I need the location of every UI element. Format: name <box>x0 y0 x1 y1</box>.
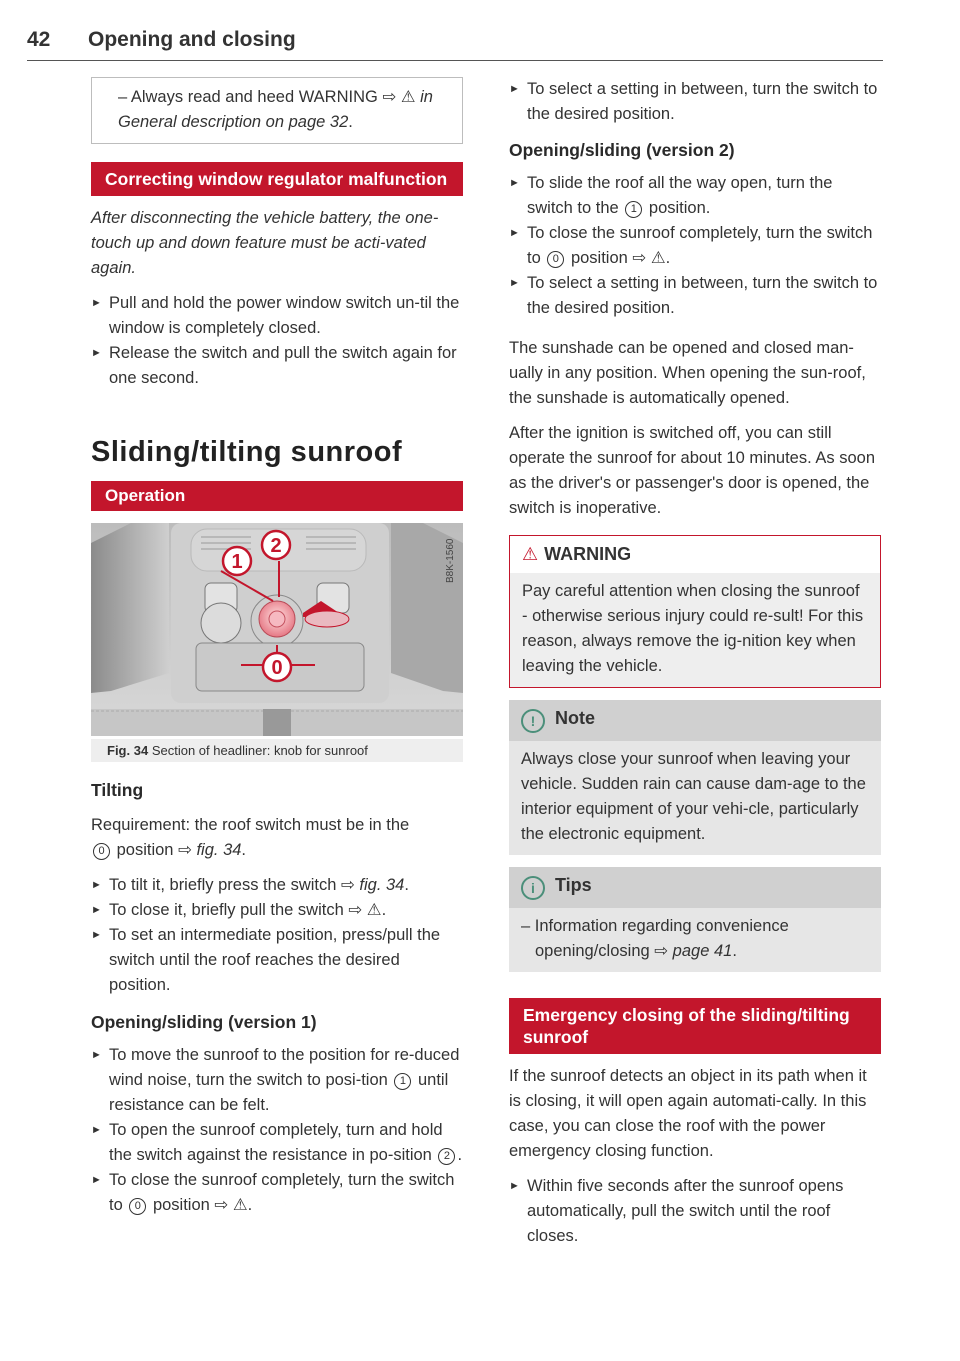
sunshade-paragraph: The sunshade can be opened and closed man-ually in any position. When opening the sun-roof, the sunshade is automatically opened. <box>509 339 866 407</box>
exclamation-circle-icon: ! <box>521 709 545 733</box>
window-step-2: ► Release the switch and pull the switch again for one second. <box>91 341 463 391</box>
section-window-lead: After disconnecting the vehicle battery, the one-touch up and down feature must be acti-vated again. <box>91 209 439 277</box>
ignition-paragraph: After the ignition is switched off, you can still operate the sunroof for about 10 minutes. As soon as the driver's or passenger's door is opened, the switch is inoperative. <box>509 424 875 517</box>
version-2-heading: Opening/sliding (version 2) <box>509 140 735 160</box>
tips-header <box>509 867 881 908</box>
figure-caption <box>91 739 463 762</box>
info-circle-icon: i <box>521 876 545 900</box>
v2-step-2: ► To close the sunroof completely, turn the switch to 0 position ⇨ ⚠. <box>509 221 881 271</box>
v2-step-1: ► To slide the roof all the way open, turn the switch to the 1 position. <box>509 171 881 221</box>
position-2-icon: 2 <box>438 1148 455 1165</box>
position-1-icon: 1 <box>394 1073 411 1090</box>
figure-code: B8K-1560 <box>445 538 456 583</box>
right-column <box>509 77 881 1249</box>
warning-box <box>509 535 881 688</box>
tilting-requirement: Requirement: the roof switch must be in the 0 position ⇨ fig. 34. <box>91 816 410 859</box>
section-operation <box>91 481 463 511</box>
version-1-heading: Opening/sliding (version 1) <box>91 1012 317 1032</box>
callout-2-label: 2 <box>270 535 282 557</box>
v1-step-3: ► To close the sunroof completely, turn the switch to 0 position ⇨ ⚠. <box>91 1168 463 1218</box>
warning-ref-link[interactable]: ⇨ ⚠ in <box>382 88 433 106</box>
section-emergency-title: Emergency closing of the sliding/tilting sunroof <box>509 998 881 1054</box>
page-ref-link[interactable]: ⇨ page 41 <box>654 942 733 960</box>
warning-triangle-icon: ⚠ <box>522 544 539 564</box>
main-heading: Sliding/tilting sunroof <box>91 436 403 468</box>
warning-title: WARNING <box>544 544 632 564</box>
figure-caption-text: Section of headliner: knob for sunroof <box>151 743 368 758</box>
tips-title: Tips <box>555 875 592 895</box>
section-title: Opening and closing <box>88 28 296 51</box>
warning-ref-link[interactable]: ⇨ ⚠ <box>632 249 666 267</box>
emergency-step: ► Within five seconds after the sunroof opens automatically, pull the switch until the roof closes. <box>509 1174 881 1249</box>
callout-1-label: 1 <box>231 551 243 573</box>
tilting-step-2: ► To close it, briefly pull the switch ⇨ ⚠. <box>91 898 463 923</box>
position-0-icon: 0 <box>93 843 110 860</box>
warning-text: Pay careful attention when closing the sunroof - otherwise serious injury could re-sult! For this reason, always remove the ig-nition key when leaving the vehicle. <box>522 582 864 675</box>
intro-note-text: – Always read and heed WARNING <box>118 88 383 106</box>
section-window-regulator <box>91 162 463 391</box>
tilting-heading: Tilting <box>91 780 144 800</box>
tips-text: – Information regarding convenience opening/closing ⇨ page 41. <box>521 917 789 960</box>
tilting-section <box>91 780 463 1218</box>
fig-ref-link[interactable]: ⇨ fig. 34 <box>341 876 405 894</box>
headliner-illustration <box>91 523 463 736</box>
intro-note-italic: General description on page 32 <box>118 113 349 131</box>
window-step-1: ► Pull and hold the power window switch un-til the window is completely closed. <box>91 291 463 341</box>
position-0-icon: 0 <box>547 251 564 268</box>
tips-box <box>509 867 881 972</box>
tilting-step-1: ► To tilt it, briefly press the switch ⇨ fig. 34. <box>91 873 463 898</box>
note-header <box>509 700 881 741</box>
warning-header <box>510 536 880 573</box>
figure-caption-label: Fig. 34 <box>107 743 149 758</box>
section-operation-title: Operation <box>91 481 463 511</box>
v2-step-3: ► To select a setting in between, turn the switch to the desired position. <box>509 271 881 321</box>
warning-ref-link[interactable]: ⇨ ⚠ <box>214 1196 248 1214</box>
note-title: Note <box>555 708 595 728</box>
callout-0-label: 0 <box>271 657 283 679</box>
page-header <box>27 22 883 61</box>
v1-step-1: ► To move the sunroof to the position for re-duced wind noise, turn the switch to posi-tion 1 until resistance can be felt. <box>91 1043 463 1118</box>
position-0-icon: 0 <box>129 1198 146 1215</box>
emergency-paragraph: If the sunroof detects an object in its path when it is closing, it will open again automati-cally. In this case, you can close the roof with the power emergency closing function. <box>509 1067 867 1160</box>
position-1-icon: 1 <box>625 201 642 218</box>
v1-step-4: ► To select a setting in between, turn the switch to the desired position. <box>509 77 881 127</box>
note-box <box>509 700 881 855</box>
page-number: 42 <box>27 28 51 51</box>
sunroof-knob-figure <box>91 523 463 736</box>
fig-ref-link[interactable]: ⇨ fig. 34 <box>178 841 242 859</box>
warning-ref-link[interactable]: ⇨ ⚠ <box>348 901 382 919</box>
v1-step-2: ► To open the sunroof completely, turn and hold the switch against the resistance in po-sition 2 . <box>91 1118 463 1168</box>
left-pillar <box>91 523 169 693</box>
section-window-title: Correcting window regulator malfunction <box>91 162 463 196</box>
intro-note: – Always read and heed WARNING ⇨ ⚠ in General description on page 32. <box>91 77 463 144</box>
note-text: Always close your sunroof when leaving your vehicle. Sudden rain can cause dam-age to the interior equipment of your vehi-cle, particularly the electronic equipment. <box>521 750 866 843</box>
tilting-step-3: ► To set an intermediate position, press/pull the switch until the roof reaches the desired position. <box>91 923 463 998</box>
